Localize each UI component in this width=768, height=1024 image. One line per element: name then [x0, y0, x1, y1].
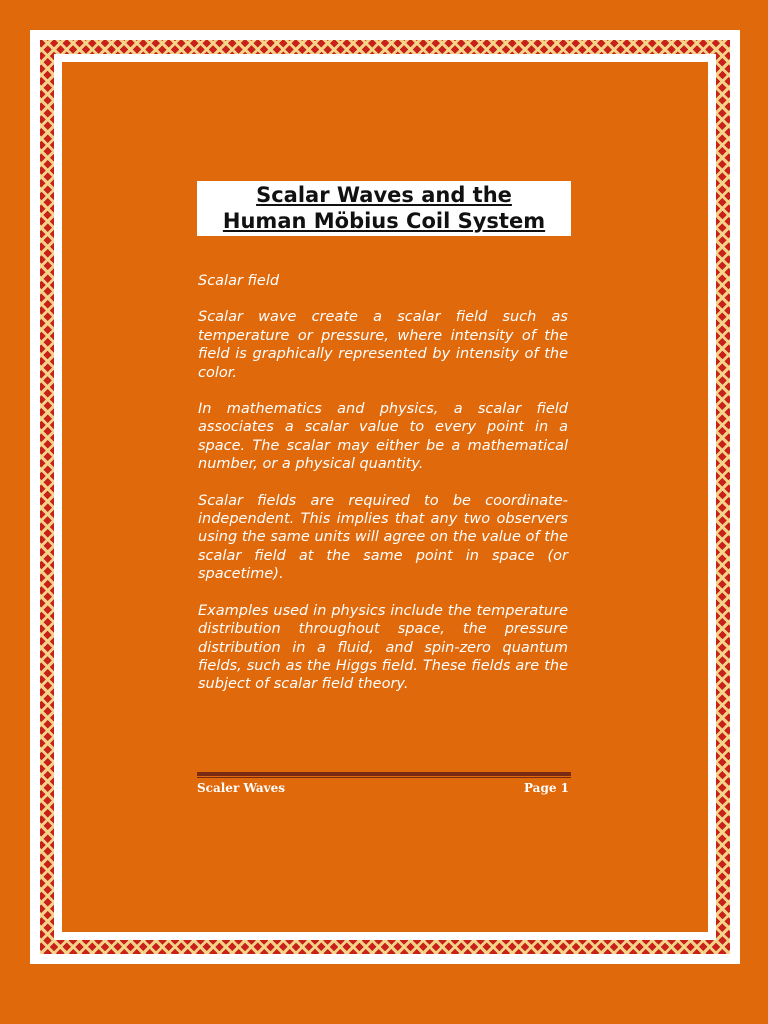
page-footer	[197, 781, 569, 795]
paragraph-1: Scalar wave create a scalar field such as temperature or pressure, where intensity of the field is graphically represented by intensity of the color.	[198, 309, 568, 381]
title-line-1: Scalar Waves and the	[256, 183, 512, 207]
document-title	[197, 181, 571, 236]
section-heading: Scalar field	[198, 273, 280, 289]
paragraph-2: In mathematics and physics, a scalar field associates a scalar value to every point in a space. The scalar may either be a mathematical number, or a physical quantity.	[198, 401, 568, 473]
footer-divider	[197, 772, 571, 778]
title-line-2: Human Möbius Coil System	[222, 209, 546, 233]
footer-title: Scaler Waves	[197, 781, 286, 795]
paragraph-3: Scalar fields are required to be coordinate-independent. This implies that any two observers using the same units will agree on the value of the scalar field at the same point in space (or spacetime).	[198, 492, 568, 583]
document-body	[198, 272, 568, 712]
page-number: Page 1	[523, 781, 569, 795]
paragraph-4: Examples used in physics include the temperature distribution throughout space, the pressure distribution in a fluid, and spin-zero quantum fields, such as the Higgs field. These fields are the subject of scalar field theory.	[198, 602, 568, 693]
